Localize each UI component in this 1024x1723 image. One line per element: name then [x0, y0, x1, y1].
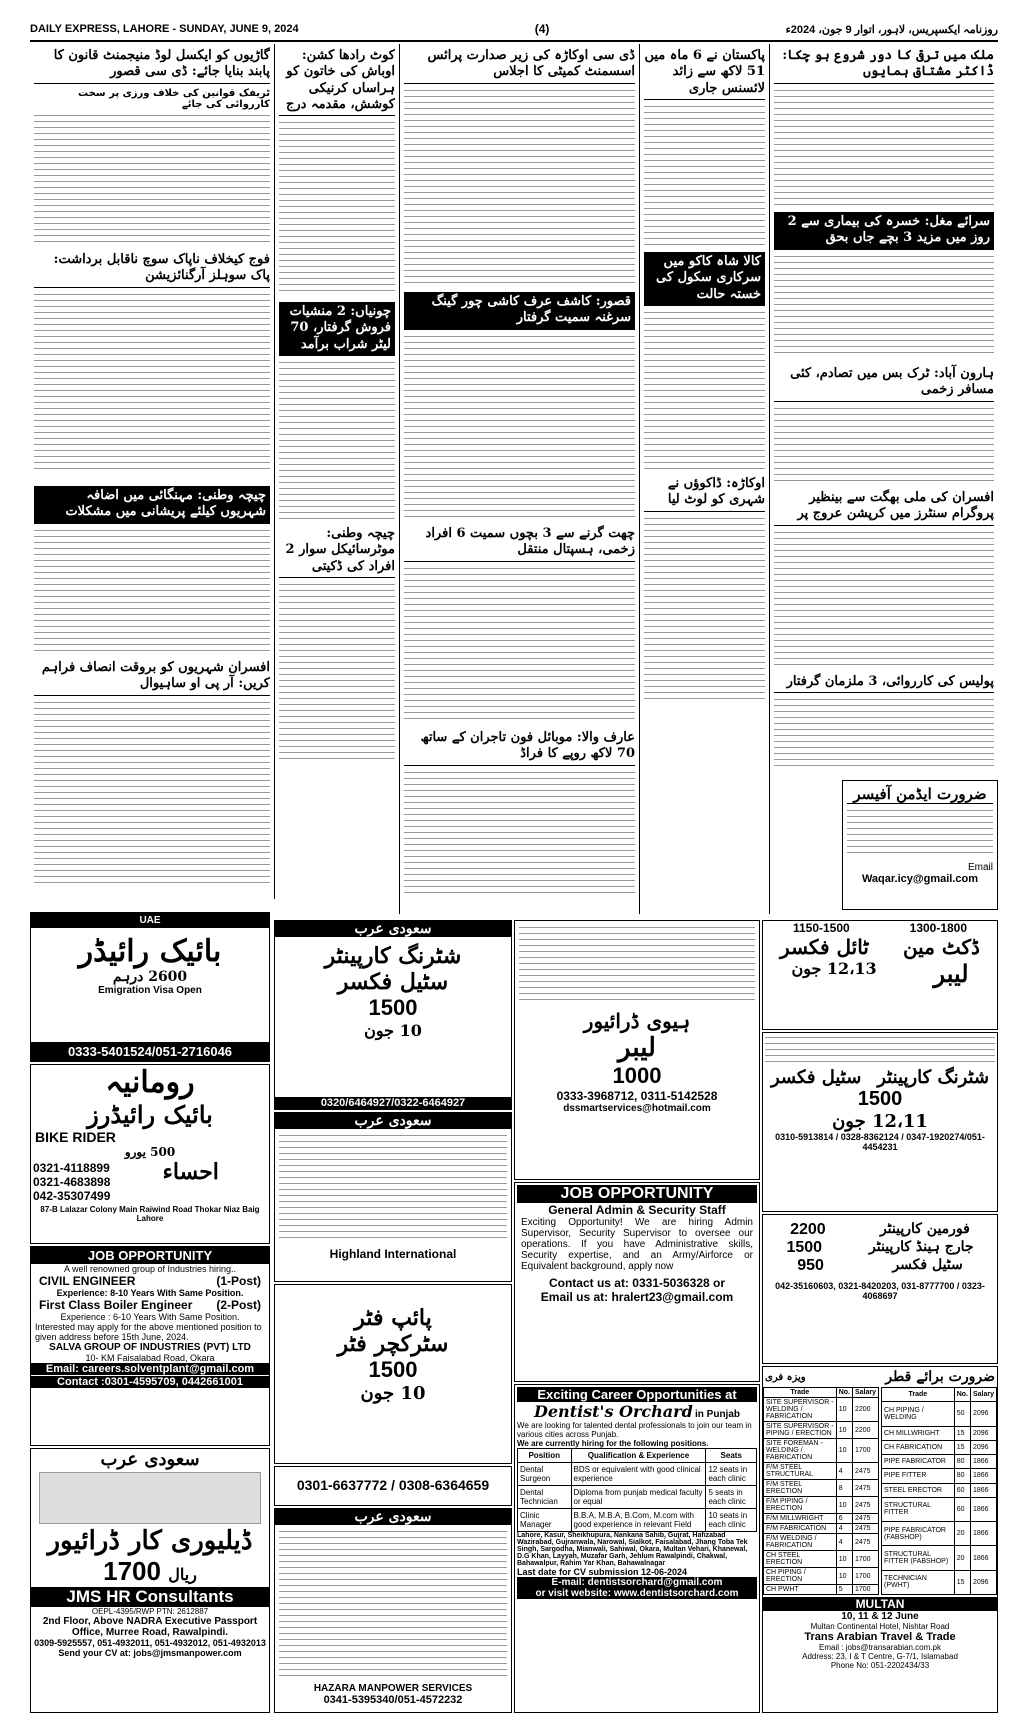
ad-salary: 1500: [857, 1088, 903, 1110]
ad-dentists-orchard: [514, 1384, 760, 1713]
ad-title: بائیک رائیڈر: [78, 934, 222, 969]
delivery-van-image: [39, 1472, 261, 1524]
salary-cell: 2475: [852, 1463, 878, 1480]
count-cell: 8: [836, 1480, 852, 1497]
table-row: [882, 1522, 997, 1546]
ad-phones: 0320/6464927/0322-6464927: [275, 1097, 511, 1109]
trade-cell: F/M MILLWRIGHT: [764, 1514, 837, 1524]
ad-hazara: [274, 1508, 512, 1713]
salary-cell: 2096: [970, 1402, 996, 1426]
count-cell: 10: [836, 1422, 852, 1439]
news-column-5: [30, 44, 275, 899]
qualification-cell: BDS or equivalent with good clinical experience: [571, 1463, 706, 1486]
table-row: [882, 1402, 997, 1426]
table-header: No.: [836, 1388, 852, 1398]
news-headline: سرائے مغل: خسرہ کی بیماری سے 2 روز میں مزید 3 بچے جاں بحق: [774, 212, 994, 250]
ad-phone: 0333-5401524/051-2716046: [31, 1042, 269, 1061]
ad-address: Address: 23, I & T Centre, G-7/1, Islamabad: [802, 1652, 958, 1661]
ad-salary: 950: [797, 1257, 824, 1274]
ad-brand: Dentist's Orchard: [534, 1402, 693, 1421]
table-row: [764, 1568, 879, 1585]
trade-cell: CH PIPING / WELDING: [882, 1402, 955, 1426]
ad-trade: سٹیل فکسر: [337, 969, 449, 995]
ad-intro2: We are currently hiring for the following positions.: [517, 1439, 709, 1448]
news-headline: افسران کی ملی بھگت سے بینظیر پروگرام سنٹرز میں کرپشن عروج پر: [774, 490, 994, 526]
table-row: [882, 1440, 997, 1454]
trade-cell: SITE FOREMAN - WELDING / FABRICATION: [764, 1439, 837, 1463]
table-row: [518, 1486, 757, 1509]
news-headline: چھت گرنے سے 3 بچوں سمیت 6 افراد زخمی، ہسپتال منتقل: [404, 526, 635, 562]
salary-cell: 2475: [852, 1534, 878, 1551]
salary-cell: 1700: [852, 1551, 878, 1568]
trade-cell: CH PIPING / ERECTION: [764, 1568, 837, 1585]
ad-highland: [274, 1112, 512, 1282]
ad-salva-job: [30, 1246, 270, 1446]
ad-contact: Contact us at: 0331-5036328 or: [548, 1276, 726, 1290]
ad-company: SALVA GROUP OF INDUSTRIES (PVT) LTD: [49, 1342, 251, 1353]
ad-phone: Phone No: 051-2202434/33: [830, 1661, 930, 1670]
table-row: [764, 1585, 879, 1595]
trades-table-right: [881, 1387, 997, 1595]
news-headline: اوکاڑہ: ڈاکوؤں نے شہری کو لوٹ لیا: [644, 476, 765, 512]
ad-visa: ویزہ فری: [765, 1371, 806, 1383]
ad-phones: 0309-5925557, 051-4932011, 051-4932012, 051-4932013: [34, 1638, 266, 1648]
ad-company: Highland International: [329, 1247, 457, 1261]
ad-salary: 1700: [103, 1556, 161, 1586]
trade-cell: F/M PIPING / ERECTION: [764, 1497, 837, 1514]
position-cell: Dental Surgeon: [518, 1463, 572, 1486]
trade-cell: STEEL ERECTOR: [882, 1483, 955, 1497]
ad-trade: ڈکٹ مین: [902, 935, 980, 959]
ad-email: dssmartservices@hotmail.com: [563, 1103, 711, 1114]
job-title: First Class Boiler Engineer: [39, 1298, 193, 1312]
ad-body: Exciting Opportunity! We are hiring Admin Supervisor, Security Supervisor to oversee our operations. If you have Administrative skills, Security expertise, and an Army/Airforce or Equivalent background, apply now: [521, 1217, 753, 1272]
ad-ds-heavy-driver: [514, 920, 760, 1180]
ad-phone: 0321-4118899: [33, 1161, 110, 1175]
trade-cell: PIPE FABRICATOR: [882, 1455, 955, 1469]
ad-visa: Emigration Visa Open: [98, 985, 202, 996]
table-header: Qualification & Experience: [571, 1449, 706, 1463]
salary-cell: 2200: [852, 1398, 878, 1422]
salary-cell: 2475: [852, 1514, 878, 1524]
ad-address: 10- KM Faisalabad Road, Okara: [85, 1353, 215, 1363]
ad-company: Trans Arabian Travel & Trade: [804, 1631, 956, 1643]
salary-cell: 1700: [852, 1568, 878, 1585]
news-headline: گاڑیوں کو ایکسل لوڈ منیجمنٹ قانون کا پابند بنایا جائے: ڈی سی قصور: [34, 48, 270, 84]
ad-date: 12،11 جون: [832, 1111, 928, 1132]
ad-address: 2nd Floor, Above NADRA Executive Passport: [42, 1616, 258, 1627]
ad-salary: 1300-1800: [909, 921, 968, 935]
salary-cell: 2475: [852, 1497, 878, 1514]
ad-date: 12،13 جون: [791, 959, 877, 978]
ad-location: in Punjab: [695, 1409, 740, 1420]
salary-cell: 2200: [852, 1422, 878, 1439]
ad-qatar-trans-arabian: [762, 1366, 998, 1713]
ad-title: رومانیہ: [105, 1065, 195, 1100]
ad-phones: 0341-5395340/051-4572232: [323, 1694, 463, 1706]
ad-saudi-shuttering: [274, 920, 512, 1110]
ad-highland-phones: [274, 1466, 512, 1506]
ad-email: Waqar.icy@gmail.com: [861, 873, 979, 885]
salary-cell: 1866: [970, 1522, 996, 1546]
table-row: [764, 1422, 879, 1439]
ad-title: ضرورت ایڈمن آفیسر: [847, 785, 993, 804]
table-row: [764, 1497, 879, 1514]
ad-salary: 1500: [368, 995, 418, 1020]
ad-trade: سٹیل فکسر: [892, 1257, 963, 1273]
news-headline: ہارون آباد: ٹرک بس میں تصادم، کئی مسافر زخمی: [774, 366, 994, 402]
salary-cell: 1866: [970, 1469, 996, 1483]
trade-cell: F/M FABRICATION: [764, 1524, 837, 1534]
trade-cell: CH MILLWRIGHT: [882, 1426, 955, 1440]
table-row: [882, 1455, 997, 1469]
trade-cell: STRUCTURAL FITTER (FABSHOP): [882, 1546, 955, 1570]
trade-cell: F/M WELDING / FABRICATION: [764, 1534, 837, 1551]
salary-cell: 2096: [970, 1440, 996, 1454]
ad-salary: 1500: [368, 1357, 418, 1382]
table-row: [764, 1480, 879, 1497]
table-row: [882, 1469, 997, 1483]
qualification-cell: B.B.A, M.B.A, B.Com, M.com with good experience in relevant Field: [571, 1509, 706, 1532]
count-cell: 10: [836, 1497, 852, 1514]
ad-title: سعودی عرب: [275, 1113, 511, 1129]
news-headline: عارف والا: موبائل فون تاجران کے ساتھ 70 لاکھ روپے کا فراڈ: [404, 730, 635, 766]
ad-band: UAE: [31, 913, 269, 928]
ad-note: Interested may apply for the above mentioned position to given address before 15th June, 2024.: [35, 1322, 262, 1342]
ad-date: 10 جون: [364, 1021, 422, 1040]
ad-admin-officer: [842, 780, 998, 910]
ad-trade: فورمین کارپینٹر: [879, 1221, 970, 1237]
table-row: [882, 1570, 997, 1594]
news-headline: پاکستان نے 6 ماہ میں 51 لاکھ سے زائد لائسنس جاری: [644, 48, 765, 100]
ad-salary: 1000: [612, 1063, 662, 1088]
trade-cell: F/M STEEL STRUCTURAL: [764, 1463, 837, 1480]
ad-trade: شٹرنگ کارپینٹر: [877, 1067, 990, 1088]
table-row: [764, 1534, 879, 1551]
ad-salary: 1150-1500: [792, 921, 850, 935]
salary-cell: 1866: [970, 1497, 996, 1521]
ad-salary: 2200: [790, 1221, 826, 1238]
table-row: [764, 1439, 879, 1463]
trade-cell: F/M STEEL ERECTION: [764, 1480, 837, 1497]
ad-title: سعودی عرب: [275, 1509, 511, 1525]
count-cell: 10: [836, 1551, 852, 1568]
count-cell: 15: [954, 1426, 970, 1440]
table-row: [764, 1514, 879, 1524]
trade-cell: TECHNICIAN (PWHT): [882, 1570, 955, 1594]
count-cell: 20: [954, 1546, 970, 1570]
table-row: [882, 1497, 997, 1521]
trade-cell: PIPE FITTER: [882, 1469, 955, 1483]
salary-cell: 1866: [970, 1455, 996, 1469]
trade-cell: SITE SUPERVISOR - PIPING / ERECTION: [764, 1422, 837, 1439]
masthead-date-english: DAILY EXPRESS, LAHORE - SUNDAY, JUNE 9, 2024: [30, 23, 299, 35]
ad-salary: 500 یورو: [124, 1145, 176, 1159]
table-row: [764, 1398, 879, 1422]
news-headline: چیچہ وطنی: موٹرسائیکل سوار 2 افراد کی ڈکیتی: [279, 526, 395, 578]
table-header: Trade: [764, 1388, 837, 1398]
ad-head: JOB OPPORTUNITY: [517, 1185, 757, 1203]
ad-company: HAZARA MANPOWER SERVICES: [313, 1683, 473, 1694]
ad-phones: 0310-5913814 / 0328-8362124 / 0347-1920274/051-4454231: [775, 1132, 985, 1152]
ad-head: JOB OPPORTUNITY: [31, 1247, 269, 1264]
ad-head: سعودی عرب: [275, 921, 511, 937]
news-headline: کوٹ رادھا کشن: اوباش کی خاتون کو ہراساں کرنیکی کوشش، مقدمہ درج: [279, 48, 395, 116]
news-headline: ڈی سی اوکاڑہ کی زیر صدارت پرائس اسسمنٹ کمیٹی کا اجلاس: [404, 48, 635, 84]
ad-trade: سٹیل فکسر: [770, 1067, 862, 1088]
count-cell: 80: [954, 1455, 970, 1469]
ad-phone: 042-35307499: [33, 1189, 111, 1203]
salary-cell: 2475: [852, 1524, 878, 1534]
trade-cell: PIPE FABRICATOR (FABSHOP): [882, 1522, 955, 1546]
ad-website: or visit website: www.dentistsorchard.com: [517, 1588, 757, 1599]
count-cell: 80: [954, 1469, 970, 1483]
table-header: Salary: [970, 1388, 996, 1402]
ad-subtitle: بائیک رائیڈرز: [87, 1100, 213, 1129]
salary-cell: 1866: [970, 1483, 996, 1497]
news-headline: پولیس کی کارروائی، 3 ملزمان گرفتار: [774, 674, 994, 693]
job-posts: (1-Post): [216, 1274, 261, 1288]
news-headline: چیچہ وطنی: مہنگائی میں اضافہ شہریوں کیلئے پریشانی میں مشکلات: [34, 486, 270, 524]
trade-cell: CH STEEL ERECTION: [764, 1551, 837, 1568]
position-cell: Clinic Manager: [518, 1509, 572, 1532]
count-cell: 4: [836, 1534, 852, 1551]
count-cell: 15: [954, 1440, 970, 1454]
ad-email: Email us at: hralert23@gmail.com: [540, 1290, 734, 1304]
count-cell: 50: [954, 1402, 970, 1426]
ad-deadline: Last date for CV submission 12-06-2024: [517, 1567, 688, 1577]
ad-salary: 1500: [786, 1239, 823, 1256]
trade-cell: STRUCTURAL FITTER: [882, 1497, 955, 1521]
job-posts: (2-Post): [216, 1298, 261, 1312]
ad-phones: 0301-6637772 / 0308-6364659: [296, 1477, 490, 1493]
interview-venue: Multan Continental Hotel, Nishtar Road: [810, 1622, 950, 1631]
ad-trade: جارج ہینڈ کارپینٹر: [869, 1239, 974, 1255]
ad-trade: ہیوی ڈرائیور: [583, 1009, 691, 1033]
trade-cell: CH PWHT: [764, 1585, 837, 1595]
job-experience: Experience : 6-10 Years With Same Position.: [60, 1312, 240, 1322]
trade-cell: CH FABRICATION: [882, 1440, 955, 1454]
salary-cell: 1700: [852, 1439, 878, 1463]
ad-head: ضرورت برائے قطر: [885, 1369, 995, 1385]
table-row: [764, 1524, 879, 1534]
count-cell: 15: [954, 1570, 970, 1594]
qualification-cell: Diploma from punjab medical faculty or equal: [571, 1486, 706, 1509]
news-headline: ملک میں ترقی کا دور شروع ہو چکا: ڈاکٹر مشتاق ہمایوں: [774, 48, 994, 84]
ad-address: 87-B Lalazar Colony Main Raiwind Road Thokar Niaz Baig Lahore: [40, 1205, 260, 1223]
table-header: No.: [954, 1388, 970, 1402]
count-cell: 5: [836, 1585, 852, 1595]
ad-romania: [30, 1064, 270, 1244]
ad-email-label: Email: [967, 862, 993, 873]
ad-email: Email: careers.solventplant@gmail.com: [31, 1363, 269, 1375]
ad-jms-delivery-driver: [30, 1448, 270, 1713]
count-cell: 10: [836, 1439, 852, 1463]
positions-table: [517, 1448, 757, 1532]
seats-cell: 10 seats in each clinic: [706, 1509, 757, 1532]
ad-trade: شٹرنگ کارپینٹر: [324, 943, 462, 969]
news-column-3: [400, 44, 640, 914]
ad-oep: OEPL-4395/RWP PTN: 2612887: [91, 1607, 209, 1616]
ad-intro: A well renowned group of Industries hiring..: [63, 1264, 237, 1274]
ad-date: 10 جون: [360, 1383, 426, 1404]
job-experience: Experience: 8-10 Years With Same Position.: [56, 1288, 244, 1298]
table-header: Trade: [882, 1388, 955, 1402]
table-row: [882, 1546, 997, 1570]
ad-email: Send your CV at: jobs@jmsmanpower.com: [58, 1648, 242, 1658]
table-row: [882, 1483, 997, 1497]
ad-email: E-mail: dentistsorchard@gmail.com: [517, 1577, 757, 1588]
ad-medcon: [762, 1214, 998, 1364]
count-cell: 6: [836, 1514, 852, 1524]
news-headline: فوج کیخلاف ناپاک سوچ ناقابل برداشت: پاک سوہلز آرگنائزیشن: [34, 252, 270, 288]
count-cell: 4: [836, 1463, 852, 1480]
table-row: [764, 1463, 879, 1480]
ad-contact: Contact :0301-4595709, 0442661001: [31, 1375, 269, 1388]
news-column-2: [640, 44, 770, 914]
ad-cities: Lahore, Kasur, Sheikhupura, Nankana Sahib, Gujrat, Hafizabad Wazirabad, Gujranwala, Narowal, Sialkot, Faisalabad, Jhang Toba Tek Singh, Sargodha, Mianwali, Sahiwal, Okara, Multan Vehari, Khanewal, D.G Khan, Layyah, Muzafar Garh, Jehlum Rawalpindi, Chakwal, Bahawalpur, Rahim Yar Khan, Bahawalnagar: [517, 1532, 748, 1567]
masthead-date-urdu: روزنامہ ایکسپریس، لاہور، اتوار 9 جون، 2024ء: [785, 23, 998, 36]
ad-trade: ٹائل فکسر: [780, 935, 869, 959]
ad-phone: 0321-4683898: [33, 1175, 111, 1189]
table-row: [518, 1509, 757, 1532]
ad-bike-rider: BIKE RIDER: [35, 1129, 116, 1145]
ad-currency: ریال: [168, 1565, 197, 1584]
interview-city: MULTAN: [763, 1597, 997, 1611]
masthead: [30, 18, 998, 42]
salary-cell: 1866: [970, 1546, 996, 1570]
seats-cell: 12 seats in each clinic: [706, 1463, 757, 1486]
ad-trade: سٹرکچر فٹر: [337, 1331, 449, 1357]
news-subheadline: ٹریفک قوانین کی خلاف ورزی پر سخت کارروائی کی جائے: [78, 87, 270, 110]
ad-company: JMS HR Consultants: [31, 1587, 269, 1607]
ad-trade: لیبر: [933, 959, 969, 988]
table-header: Seats: [706, 1449, 757, 1463]
salary-cell: 1700: [852, 1585, 878, 1595]
ad-address: Office, Murree Road, Rawalpindi.: [71, 1627, 229, 1638]
table-header: Salary: [852, 1388, 878, 1398]
news-headline: قصور: کاشف عرف کاشی چور گینگ سرغنہ سمیت گرفتار: [404, 292, 635, 330]
trade-cell: SITE SUPERVISOR - WELDING / FABRICATION: [764, 1398, 837, 1422]
news-headline: افسران شہریوں کو بروقت انصاف فراہم کریں: آر پی او ساہیوال: [34, 660, 270, 696]
position-cell: Dental Technician: [518, 1486, 572, 1509]
table-header: Position: [518, 1449, 572, 1463]
count-cell: 20: [954, 1522, 970, 1546]
count-cell: 10: [836, 1398, 852, 1422]
ad-trade: پائپ فٹر: [354, 1305, 432, 1331]
ad-subhead: General Admin & Security Staff: [548, 1203, 726, 1217]
ad-trade: لیبر: [618, 1033, 656, 1063]
table-row: [882, 1426, 997, 1440]
count-cell: 10: [836, 1568, 852, 1585]
ad-uae-bike-rider: [30, 912, 270, 1062]
salary-cell: 2096: [970, 1570, 996, 1594]
ad-karachi-steel: [762, 1032, 998, 1212]
ad-country: سعودی عرب: [100, 1449, 200, 1470]
ad-head: Exciting Career Opportunities at: [517, 1387, 757, 1402]
count-cell: 60: [954, 1497, 970, 1521]
table-row: [764, 1551, 879, 1568]
news-headline: چونیاں: 2 منشیات فروش گرفتار، 70 لیٹر شراب برآمد: [279, 302, 395, 356]
news-headline: کالا شاہ کاکو میں سرکاری سکول کی خستہ حالت: [644, 252, 765, 306]
ad-email: Email : jobs@transarabian.com.pk: [819, 1643, 941, 1652]
seats-cell: 5 seats in each clinic: [706, 1486, 757, 1509]
ad-phones: 042-35160603, 0321-8420203, 031-8777700 / 0323-4068697: [775, 1281, 985, 1301]
table-row: [518, 1463, 757, 1486]
page-number: (4): [534, 22, 550, 36]
count-cell: 4: [836, 1524, 852, 1534]
interview-dates: 10, 11 & 12 June: [841, 1611, 919, 1622]
ad-admin-security: [514, 1182, 760, 1382]
salary-cell: 2475: [852, 1480, 878, 1497]
ad-pipe-fitter: [274, 1284, 512, 1464]
ad-title: ڈیلیوری کار ڈرائیور: [47, 1526, 253, 1556]
ad-phones: 0333-3968712, 0311-5142528: [556, 1089, 718, 1103]
trades-table-left: [763, 1387, 879, 1595]
job-title: CIVIL ENGINEER: [39, 1274, 136, 1288]
ad-salary: 2600 درہم: [112, 969, 188, 985]
ad-company: احساء: [162, 1159, 219, 1185]
news-column-4: [275, 44, 400, 914]
ad-intro: We are looking for talented dental professionals to join our team in various cities across Punjab.: [517, 1421, 752, 1439]
count-cell: 60: [954, 1483, 970, 1497]
ad-duct-man: [762, 920, 998, 1030]
salary-cell: 2096: [970, 1426, 996, 1440]
